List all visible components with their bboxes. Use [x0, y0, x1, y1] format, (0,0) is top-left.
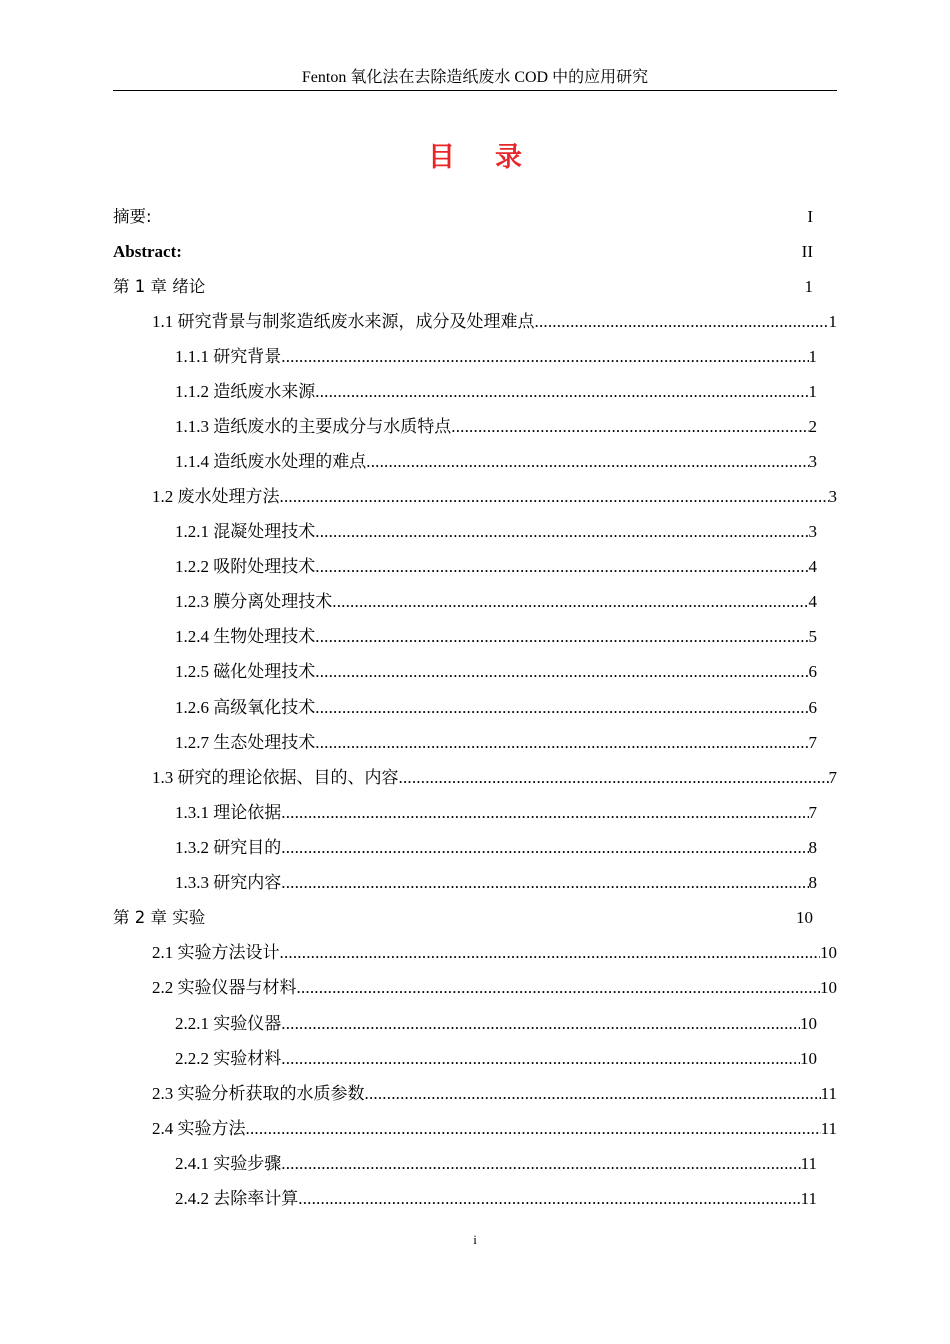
- toc-entry-label: 1.2 废水处理方法: [152, 487, 280, 506]
- running-header: Fenton 氧化法在去除造纸废水 COD 中的应用研究: [301, 69, 649, 86]
- toc-title-char-1: 目: [428, 142, 455, 173]
- toc-entry-label: 2.2.2 实验材料: [175, 1049, 282, 1068]
- toc-entry[interactable]: [175, 450, 817, 474]
- toc-entry[interactable]: [175, 731, 817, 755]
- toc-entry-page: 10: [800, 1014, 817, 1033]
- toc-entry-label: 2.3 实验分析获取的水质参数: [152, 1084, 365, 1103]
- toc-entry-label: 1.1.1 研究背景: [175, 347, 282, 366]
- toc-entry-label: 1.2.3 膜分离处理技术: [175, 592, 333, 611]
- toc-entry-page: II: [801, 242, 813, 261]
- toc-entry-label: 1.2.4 生物处理技术: [175, 627, 316, 646]
- toc-entry-page: 5: [808, 627, 817, 646]
- toc-entry-page: 10: [820, 943, 837, 962]
- toc-entry[interactable]: [175, 345, 817, 369]
- toc-entry[interactable]: [175, 1047, 817, 1071]
- toc-entry-page: I: [807, 207, 813, 226]
- toc-entry-label: 1.3 研究的理论依据、目的、内容: [152, 768, 399, 787]
- toc-entry-page: 6: [808, 662, 817, 681]
- toc-entry-label: 1.1.4 造纸废水处理的难点: [175, 452, 367, 471]
- toc-entry-page: 11: [800, 1154, 817, 1173]
- toc-entry-label: 2.2 实验仪器与材料: [152, 978, 297, 997]
- toc-entry-label: Abstract:: [113, 242, 182, 261]
- toc-entry-page: 7: [808, 803, 817, 822]
- toc-entry[interactable]: [152, 941, 837, 965]
- toc-entry[interactable]: [175, 590, 817, 614]
- toc-entry-label: 1.2.1 混凝处理技术: [175, 522, 316, 541]
- toc-entry-page: 2: [808, 417, 817, 436]
- toc-entry[interactable]: [152, 766, 837, 790]
- toc-entry-page: 7: [828, 768, 837, 787]
- toc-entry-chapter-1[interactable]: [113, 275, 813, 299]
- toc-entry[interactable]: [152, 976, 837, 1000]
- toc-entry-page: 1: [808, 347, 817, 366]
- toc-entry[interactable]: [175, 555, 817, 579]
- toc-entry-label: 1.2.2 吸附处理技术: [175, 557, 316, 576]
- toc-entry-page: 1: [804, 277, 813, 296]
- toc-entry[interactable]: [175, 1012, 817, 1036]
- toc-entry[interactable]: [175, 871, 817, 895]
- toc-entry-chapter-2[interactable]: [113, 906, 813, 930]
- toc-entry[interactable]: [152, 310, 837, 334]
- toc-entry-abstract-en[interactable]: [113, 240, 813, 264]
- toc-entry-label: 1.3.2 研究目的: [175, 838, 282, 857]
- toc-entry-label: 1.1 研究背景与制浆造纸废水来源，成分及处理难点: [152, 312, 535, 331]
- toc-entry-label: 1.1.3 造纸废水的主要成分与水质特点: [175, 417, 452, 436]
- toc-entry-page: 3: [808, 452, 817, 471]
- toc-entry[interactable]: [152, 1117, 837, 1141]
- toc-entry-label: 1.3.1 理论依据: [175, 803, 282, 822]
- toc-entry-page: 3: [808, 522, 817, 541]
- toc-entry[interactable]: [175, 660, 817, 684]
- page-number: i: [473, 1232, 477, 1247]
- toc-entry-label: 1.2.7 生态处理技术: [175, 733, 316, 752]
- toc-title-char-2: 录: [495, 142, 522, 173]
- toc-entry-page: 1: [828, 312, 837, 331]
- header-rule: [113, 90, 837, 91]
- toc-entry-page: 10: [820, 978, 837, 997]
- toc-entry[interactable]: [175, 625, 817, 649]
- toc-entry[interactable]: [175, 801, 817, 825]
- toc-entry-page: 8: [808, 873, 817, 892]
- toc-entry-label: 1.2.6 高级氧化技术: [175, 698, 316, 717]
- toc-entry-label: 1.2.5 磁化处理技术: [175, 662, 316, 681]
- toc-entry[interactable]: [152, 1082, 837, 1106]
- toc-entry-label: 第 2 章 实验: [113, 908, 206, 927]
- toc-entry-page: 6: [808, 698, 817, 717]
- toc-entry-page: 10: [796, 908, 813, 927]
- toc-entry-page: 4: [808, 557, 817, 576]
- toc-entry-page: 8: [808, 838, 817, 857]
- toc-entry-label: 2.4.2 去除率计算: [175, 1189, 299, 1208]
- toc-entry[interactable]: [175, 696, 817, 720]
- toc-entry-page: 1: [808, 382, 817, 401]
- toc-entry[interactable]: [175, 415, 817, 439]
- toc-entry-label: 2.2.1 实验仪器: [175, 1014, 282, 1033]
- toc-title: [0, 140, 950, 176]
- toc-entry-label: 1.1.2 造纸废水来源: [175, 382, 316, 401]
- toc-entry-page: 11: [820, 1119, 837, 1138]
- toc-entry-page: 7: [808, 733, 817, 752]
- toc-entry[interactable]: [175, 1152, 817, 1176]
- toc-entry-page: 4: [808, 592, 817, 611]
- toc-entry[interactable]: [175, 836, 817, 860]
- toc-entry[interactable]: [175, 380, 817, 404]
- toc-entry-label: 2.1 实验方法设计: [152, 943, 280, 962]
- toc-entry-page: 11: [820, 1084, 837, 1103]
- toc-entry-label: 摘要:: [113, 207, 152, 226]
- toc-entry-abstract-cn[interactable]: [113, 205, 813, 229]
- toc-entry-label: 第 1 章 绪论: [113, 277, 206, 296]
- toc-entry-label: 2.4 实验方法: [152, 1119, 246, 1138]
- toc-entry[interactable]: [152, 485, 837, 509]
- toc-entry-page: 3: [828, 487, 837, 506]
- toc-entry-label: 1.3.3 研究内容: [175, 873, 282, 892]
- toc-entry-label: 2.4.1 实验步骤: [175, 1154, 282, 1173]
- toc-entry[interactable]: [175, 520, 817, 544]
- toc-entry[interactable]: [175, 1187, 817, 1211]
- toc-entry-page: 11: [800, 1189, 817, 1208]
- toc-entry-page: 10: [800, 1049, 817, 1068]
